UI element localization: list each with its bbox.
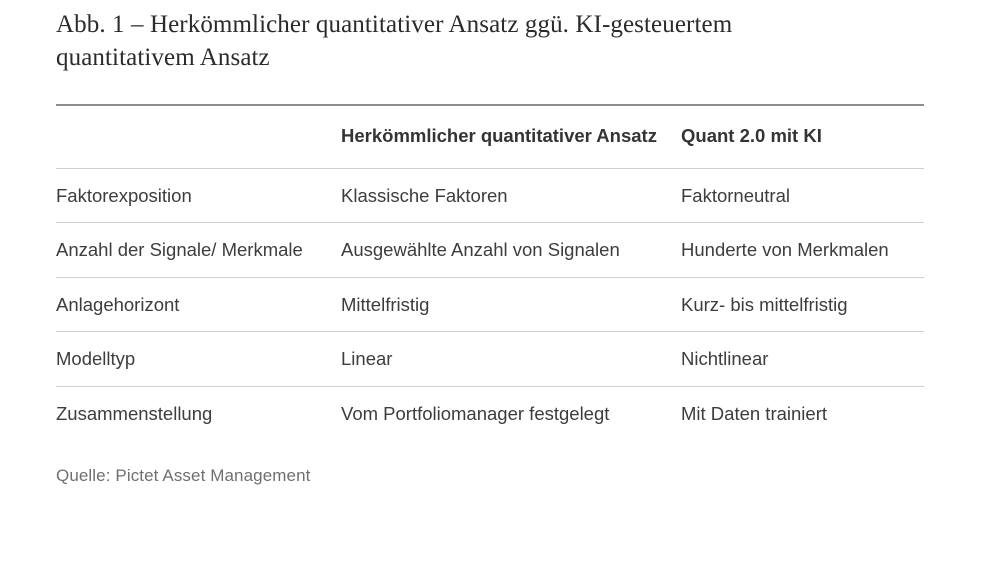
cell-traditional: Vom Portfoliomanager festgelegt	[341, 402, 610, 424]
table-row	[56, 277, 924, 332]
cell-ai: Nichtlinear	[681, 332, 924, 387]
cell-ai: Mit Daten trainiert	[681, 402, 827, 424]
cell-criterion: Faktorexposition	[56, 168, 341, 223]
cell-ai: Kurz- bis mittelfristig	[681, 277, 924, 332]
cell-criterion: Anzahl der Signale/ Merkmale	[56, 223, 341, 278]
cell-criterion: Anlagehorizont	[56, 277, 341, 332]
cell-traditional: Ausgewählte Anzahl von Signalen	[341, 223, 681, 278]
column-header-criterion	[56, 105, 341, 168]
cell-criterion: Zusammenstellung	[56, 402, 213, 424]
source-note: Quelle: Pictet Asset Management	[56, 466, 311, 486]
table-row	[56, 168, 924, 223]
table-header-row	[56, 105, 924, 168]
table-row	[56, 332, 924, 387]
cell-ai: Hunderte von Merkmalen	[681, 223, 924, 278]
column-header-ai: Quant 2.0 mit KI	[681, 105, 924, 168]
cell-traditional: Klassische Faktoren	[341, 168, 681, 223]
cell-ai: Faktorneutral	[681, 168, 924, 223]
figure-title: Abb. 1 – Herkömmlicher quantitativer Ansatz ggü. KI-gesteuertem quantitativem Ansatz	[56, 11, 733, 71]
comparison-table	[56, 104, 924, 440]
table-header	[56, 105, 924, 168]
table-body	[56, 168, 924, 440]
table-row	[56, 386, 924, 440]
cell-traditional: Mittelfristig	[341, 277, 681, 332]
table-row	[56, 223, 924, 278]
cell-traditional: Linear	[341, 332, 681, 387]
cell-criterion: Modelltyp	[56, 332, 341, 387]
column-header-traditional: Herkömmlicher quantitativer Ansatz	[341, 105, 681, 168]
